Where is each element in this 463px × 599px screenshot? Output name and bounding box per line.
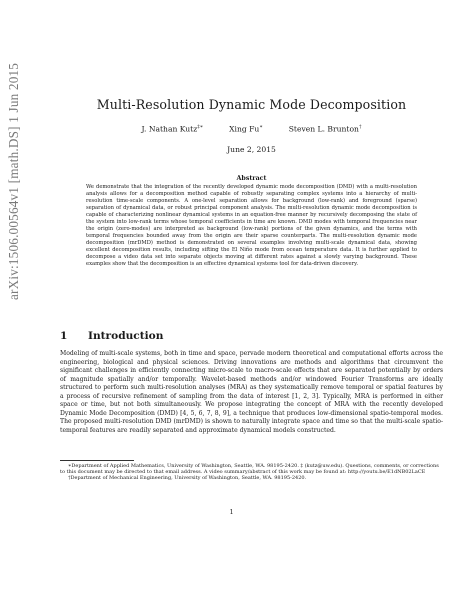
section-heading (60, 330, 163, 342)
paper-title: Multi-Resolution Dynamic Mode Decomposition (96, 97, 407, 112)
footnote: ∗Department of Applied Mathematics, University of Washington, Seattle, WA. 98195-2420. ‡ (kutz@uw.edu). Questions, comments, or corrections to this document may be directed to that email address. A video summary/abstract of this work may be found at: http://youtu.be/E1dNB02LaCE (60, 463, 439, 476)
section-title: Introduction (88, 330, 164, 342)
page-number: 1 (229, 508, 234, 516)
intro-paragraph: Modeling of multi-scale systems, both in time and space, pervade modern theoretical and computational efforts across the engineering, biological and physical sciences. Driving innovations are methods and algorithms that circumvent the significant challenges in efficiently connecting micro-scale to macro-scale effects that are separated potentially by orders of magnitude spatially and/or temporally. Wavelet-based methods and/or windowed Fourier Transforms are ideally structured to perform such multi-resolution analyses (MRA) as they systematically remove temporal or spatial features by a process of recursive refinement of sampling from the data of interest [1, 2, 3]. Typically, MRA is performed in either space or time, but not both simultaneously. We propose integrating the concept of MRA with the recently developed Dynamic Mode Decomposition (DMD) [4, 5, 6, 7, 8, 9], a technique that produces low-dimensional spatio-temporal modes. The proposed multi-resolution DMD (mrDMD) is shown to naturally integrate space and time so that the multi-scale spatio-temporal features are readily separated and approximate dynamical models constructed. (60, 350, 443, 434)
footnote-rule (60, 460, 134, 461)
author: Steven L. Brunton† (288, 124, 362, 134)
author-list (60, 124, 443, 134)
footnote: †Department of Mechanical Engineering, University of Washington, Seattle, WA. 98195-2420. (68, 475, 307, 482)
author: Xing Fu∗ (229, 124, 263, 134)
abstract-heading: Abstract (236, 175, 267, 182)
author: J. Nathan Kutz‡∗ (141, 124, 204, 134)
footnotes (60, 463, 443, 482)
paper-date: June 2, 2015 (227, 145, 276, 154)
abstract-text: We demonstrate that the integration of the recently developed dynamic mode decomposition (DMD) with a multi-resolution analysis allows for a decomposition method capable of robustly separating complex systems into a hierarchy of multi-resolution time-scale components. A one-level separation allows for background (low-rank) and foreground (sparse) separation of dynamical data, or robust principal component analysis. The multi-resolution dynamic mode decomposition is capable of characterizing nonlinear dynamical systems in an equation-free manner by recursively decomposing the state of the system into low-rank terms whose temporal coefficients in time are known. DMD modes with temporal frequencies near the origin (zero-modes) are interpreted as background (low-rank) portions of the given dynamics, and the terms with temporal frequencies bounded away from the origin are their sparse counterparts. The multi-resolution dynamic mode decomposition (mrDMD) method is demonstrated on several examples involving multi-scale dynamical data, showing excellent decomposition results, including sifting the El Niño mode from ocean temperature data. It is further applied to decompose a video data set into separate objects moving at different rates against a slowly varying background. These examples show that the decomposition is an effective dynamical systems tool for data-driven discovery. (86, 184, 417, 268)
section-number: 1 (60, 330, 68, 342)
arxiv-stamp: arXiv:1506.00564v1 [math.DS] 1 Jun 2015 (6, 62, 21, 300)
